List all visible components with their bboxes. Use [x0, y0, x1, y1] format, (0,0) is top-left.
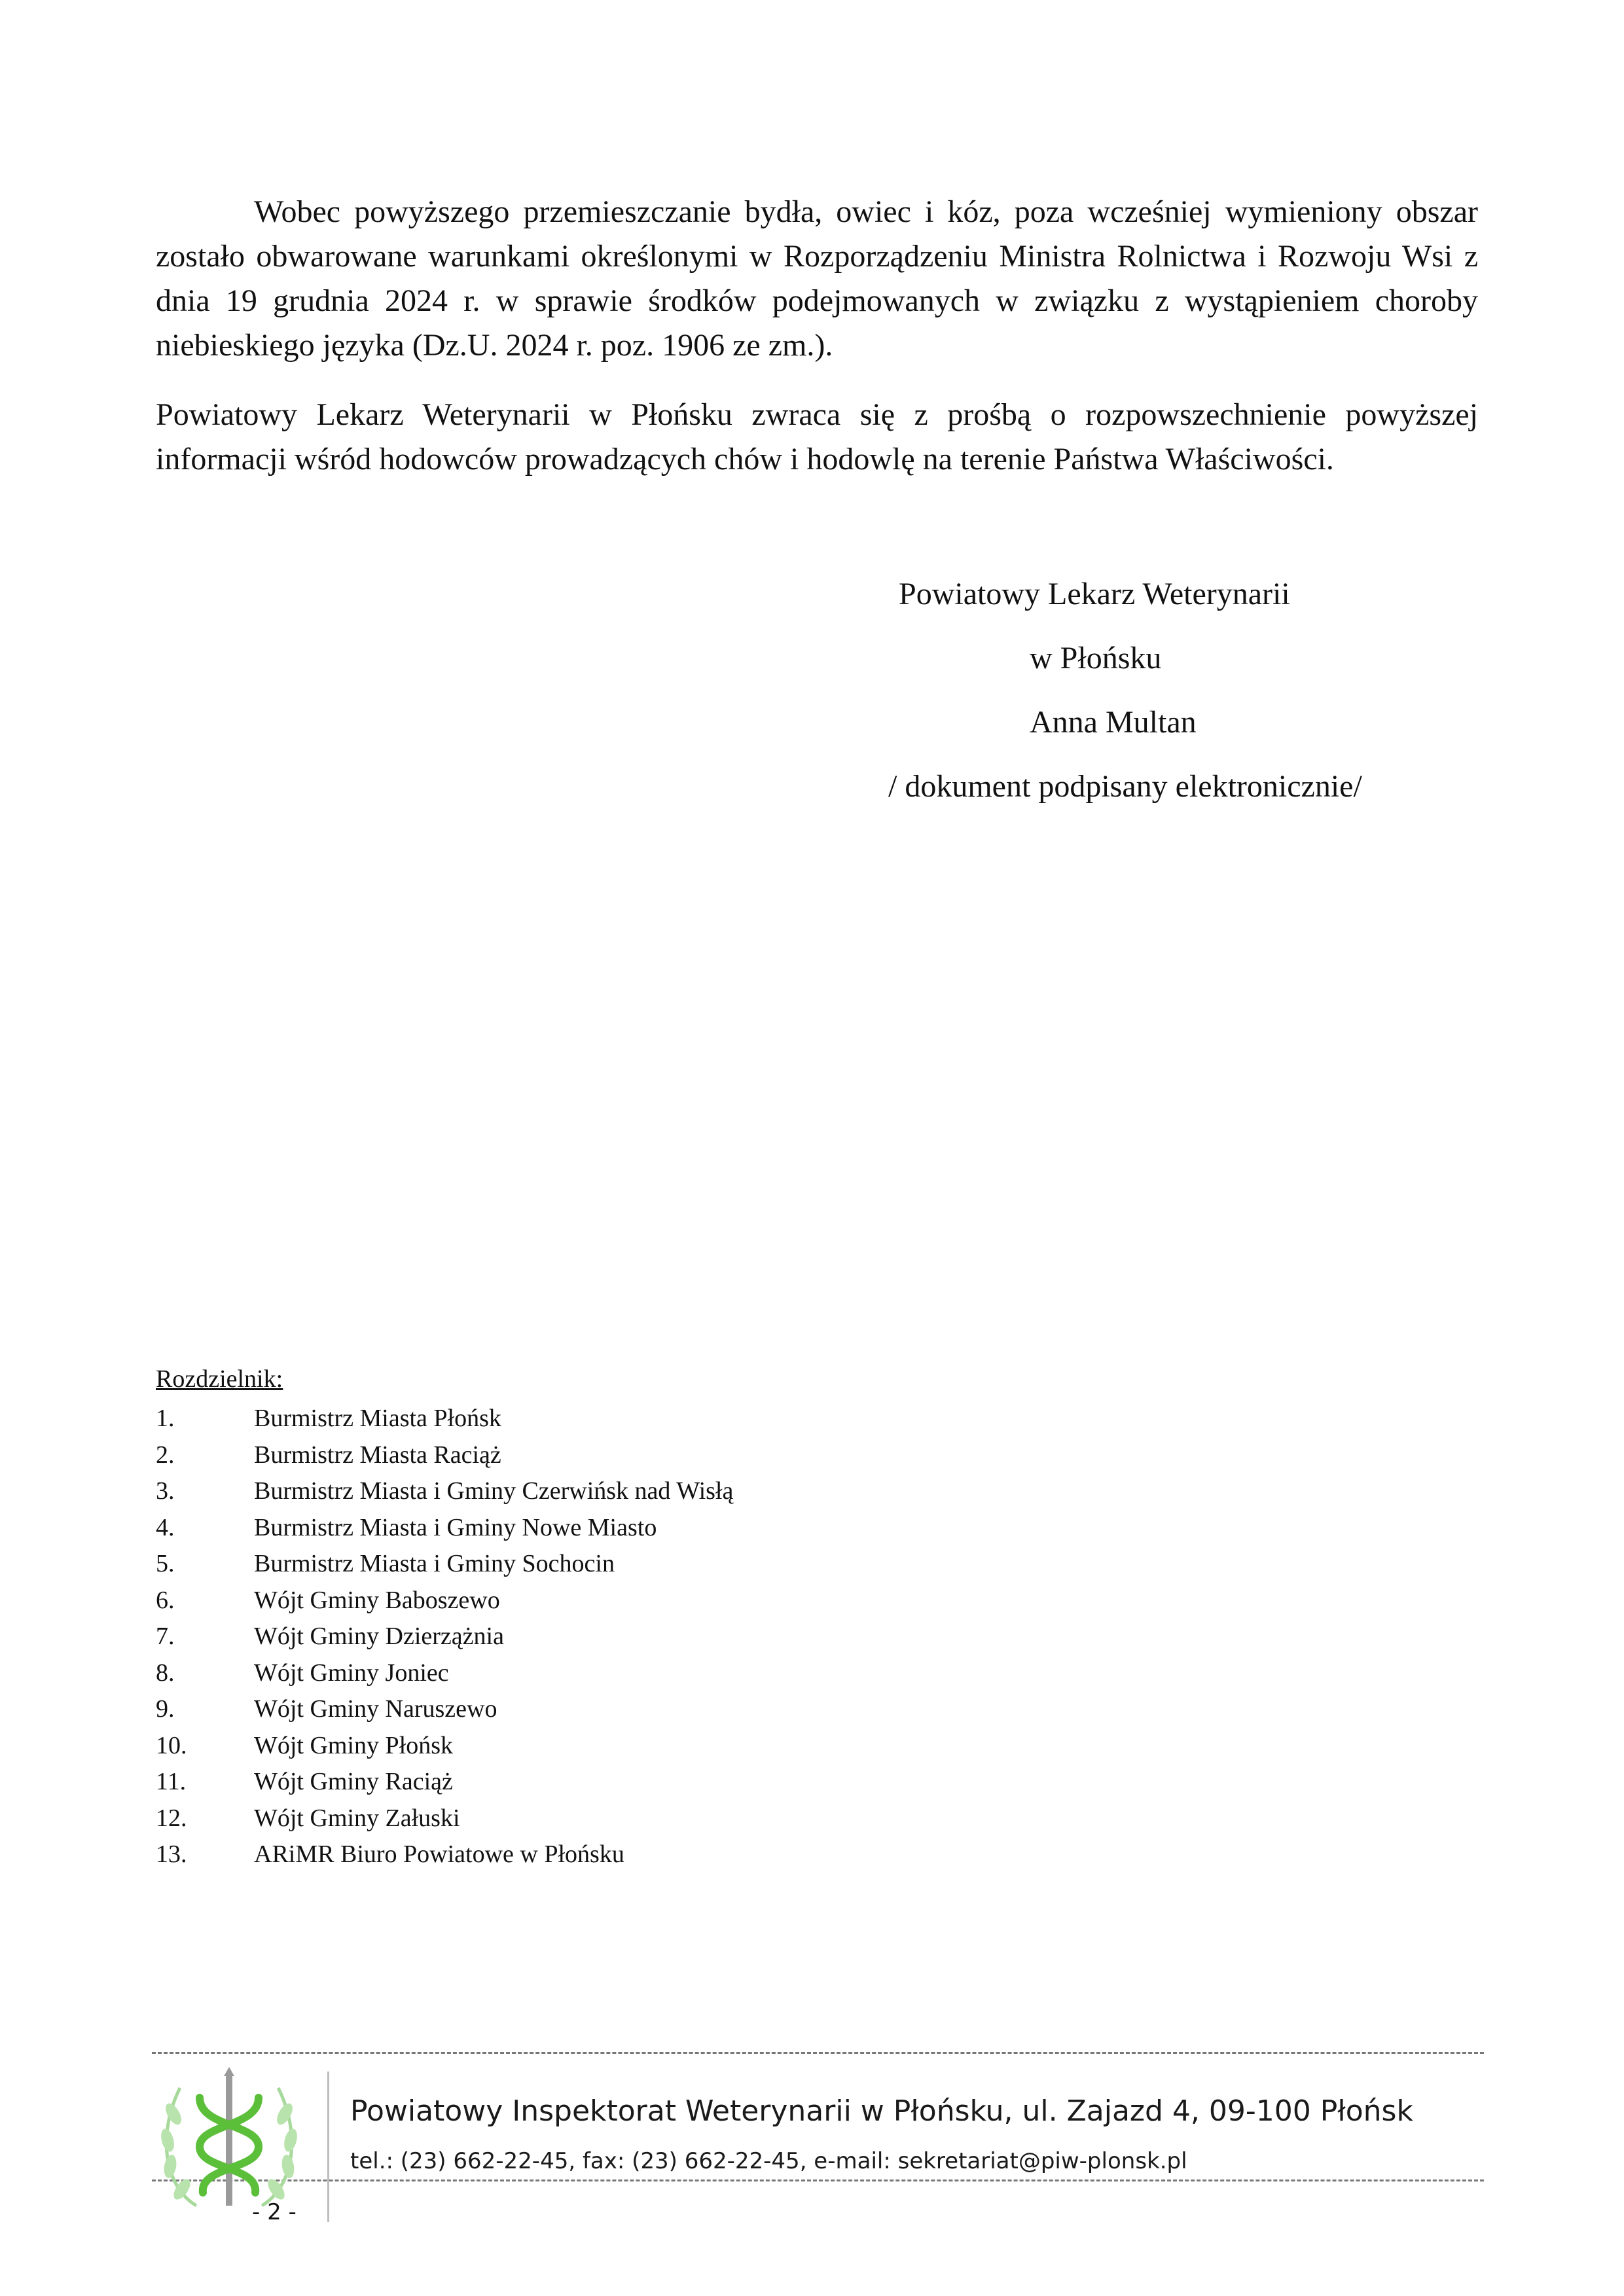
body-paragraph-1: Wobec powyższego przemieszczanie bydła, owiec i kóz, poza wcześniej wymieniony obszar zostało obwarowane warunkami określonymi w Rozporządzeniu Ministra Rolnictwa i Rozwoju Wsi z dnia 19 grudnia 2024 r. w sprawie środków podejmowanych w związku z wystąpieniem choroby niebieskiego języka (Dz.U. 2024 r. poz. 1906 ze zm.).: [156, 194, 1478, 363]
page-number: - 2 -: [252, 2199, 297, 2225]
list-item: [156, 1437, 733, 1474]
signature-location: w Płońsku: [1030, 641, 1162, 675]
signature-name: Anna Multan: [1030, 705, 1197, 740]
list-item-text: Wójt Gminy Raciąż: [254, 1768, 453, 1795]
footer-institution: Powiatowy Inspektorat Weterynarii w Płońsku, ul. Zajazd 4, 09-100 Płońsk: [350, 2094, 1413, 2128]
list-item-number: 7.: [156, 1623, 175, 1650]
list-item: [156, 1619, 733, 1655]
list-item-text: Wójt Gminy Płońsk: [254, 1731, 454, 1759]
list-item-text: Wójt Gminy Baboszewo: [254, 1586, 500, 1614]
footer-divider-bottom: [152, 2179, 1484, 2181]
list-item: [156, 1401, 733, 1437]
list-item: [156, 1691, 733, 1728]
signature-title: Powiatowy Lekarz Weterynarii: [899, 577, 1290, 611]
list-item: [156, 1801, 733, 1837]
list-item-number: 5.: [156, 1550, 175, 1577]
footer-contact: tel.: (23) 662-22-45, fax: (23) 662-22-45, e-mail: sekretariat@piw-plonsk.pl: [350, 2148, 1187, 2174]
list-item-text: Wójt Gminy Dzierzążnia: [254, 1623, 504, 1650]
footer-divider-top: [152, 2052, 1484, 2054]
list-item: [156, 1473, 733, 1510]
list-item-number: 10.: [156, 1731, 187, 1759]
list-item-number: 6.: [156, 1586, 175, 1614]
list-item-number: 2.: [156, 1441, 175, 1469]
list-item-number: 3.: [156, 1477, 175, 1505]
list-item-text: Burmistrz Miasta Raciąż: [254, 1441, 501, 1469]
signature-note: / dokument podpisany elektronicznie/: [888, 769, 1362, 804]
list-item-number: 1.: [156, 1405, 175, 1432]
caduceus-laurel-logo-icon: [151, 2062, 308, 2219]
list-item: [156, 1510, 733, 1547]
list-item-text: ARiMR Biuro Powiatowe w Płońsku: [254, 1840, 624, 1868]
list-item: [156, 1546, 733, 1583]
list-item-text: Burmistrz Miasta i Gminy Sochocin: [254, 1550, 615, 1577]
list-item-text: Burmistrz Miasta i Gminy Czerwińsk nad Wisłą: [254, 1477, 734, 1505]
list-item-text: Wójt Gminy Załuski: [254, 1804, 460, 1832]
list-item-number: 8.: [156, 1659, 175, 1687]
list-item-number: 13.: [156, 1840, 187, 1868]
body-paragraph-2: Powiatowy Lekarz Weterynarii w Płońsku zwraca się z prośbą o rozpowszechnienie powyższej informacji wśród hodowców prowadzących chów i hodowlę na terenie Państwa Właściwości.: [156, 397, 1478, 476]
list-item: [156, 1655, 733, 1692]
list-item: [156, 1764, 733, 1801]
distribution-list: [156, 1401, 733, 1873]
list-item-text: Burmistrz Miasta Płońsk: [254, 1405, 501, 1432]
list-item-text: Burmistrz Miasta i Gminy Nowe Miasto: [254, 1513, 657, 1541]
list-item: [156, 1837, 733, 1873]
list-item-number: 11.: [156, 1768, 187, 1795]
distribution-title: Rozdzielnik:: [156, 1365, 283, 1393]
list-item-number: 9.: [156, 1695, 175, 1723]
list-item-text: Wójt Gminy Naruszewo: [254, 1695, 497, 1723]
list-item: [156, 1728, 733, 1765]
footer-separator: [327, 2072, 329, 2222]
list-item-text: Wójt Gminy Joniec: [254, 1659, 449, 1687]
list-item-number: 4.: [156, 1513, 175, 1541]
list-item-number: 12.: [156, 1804, 187, 1832]
list-item: [156, 1583, 733, 1619]
